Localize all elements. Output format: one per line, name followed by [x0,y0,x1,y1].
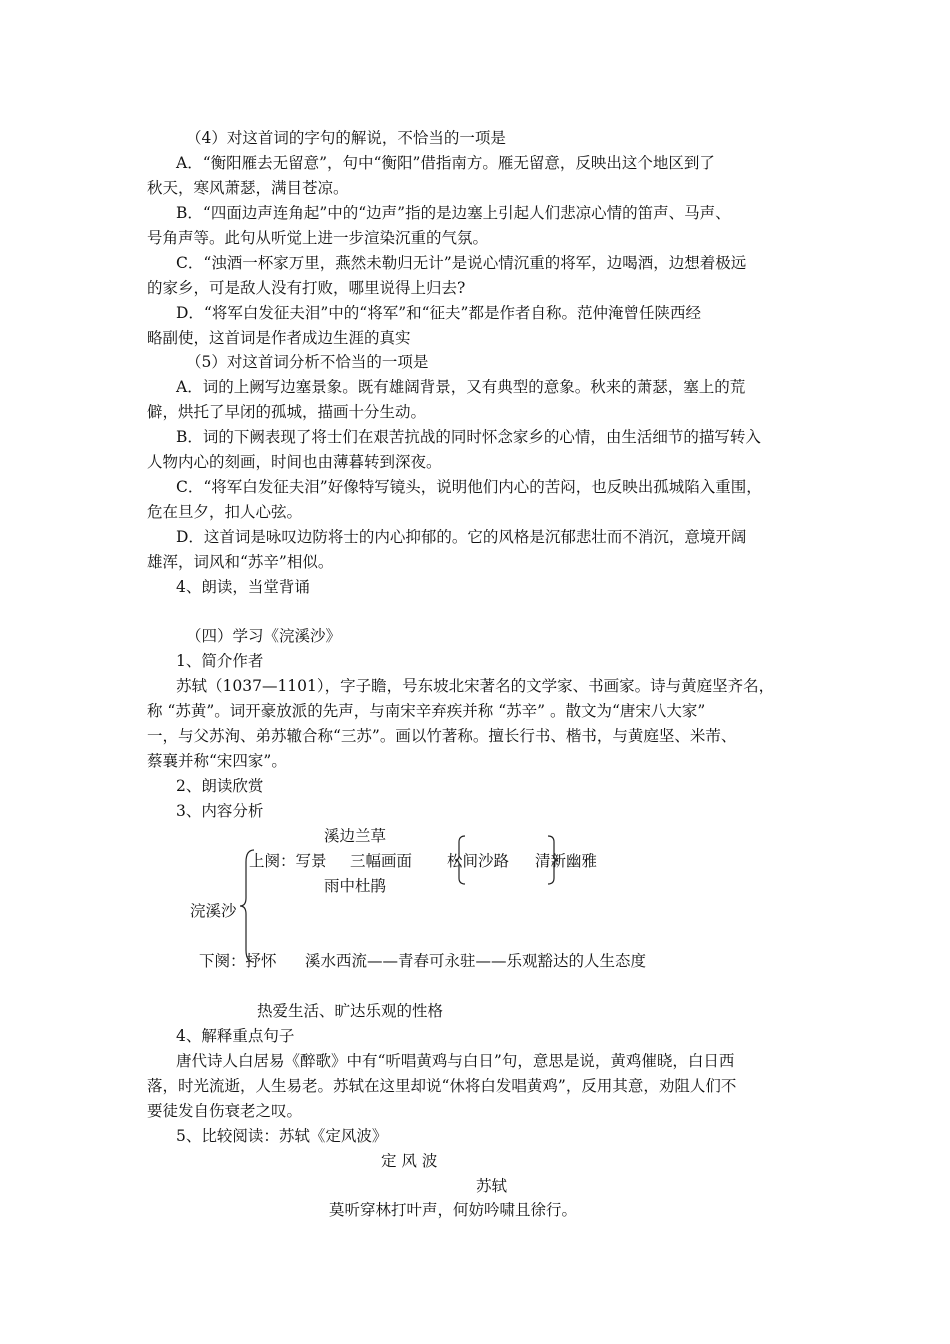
diagram-root: 浣溪沙 [190,902,237,920]
q5-option-b-line2: 人物内心的刻画，时间也由薄暮转到深夜。 [147,453,442,471]
diagram-conclusion: 热爱生活、旷达乐观的性格 [257,1002,444,1020]
author-intro-line2: 称 “苏黄”。词开豪放派的先声，与南宋辛弃疾并称 “苏辛” 。散文为“唐宋八大家” [147,702,706,720]
q4-option-d-line1: D．“将军白发征夫泪”中的“将军”和“征夫”都是作者自称。范仲淹曾任陕西经 [176,304,701,322]
root-brace [238,848,258,964]
read-aloud-heading: 4、朗读，当堂背诵 [176,578,310,596]
diagram-lower-chain: 溪水西流——青春可永驻——乐观豁达的人生态度 [305,952,647,970]
key-sentences-line2: 落，时光流逝，人生易老。苏轼在这里却说“休将白发唱黄鸡”，反用其意，劝阻人们不 [147,1077,737,1095]
q4-option-b-line2: 号角声等。此句从听觉上进一步渲染沉重的气氛。 [147,229,489,247]
q5-option-d-line2: 雄浑，词风和“苏辛”相似。 [147,553,334,571]
q4-title: （4）对这首词的字句的解说，不恰当的一项是 [186,129,506,147]
diagram-style: 清新幽雅 [535,852,598,870]
diagram-scene-cuckoo: 雨中杜鹃 [324,877,387,895]
q5-option-d-line1: D．这首词是咏叹边防将士的内心抑郁的。它的风格是沉郁悲壮而不消沉，意境开阔 [176,528,747,546]
section-4-title: （四）学习《浣溪沙》 [186,627,342,645]
q4-option-d-line2: 略副使，这首词是作者成边生涯的真实 [147,329,411,347]
q5-title: （5）对这首词分析不恰当的一项是 [186,353,429,371]
content-analysis-heading: 3、内容分析 [176,802,264,820]
diagram-upper-label: 上阕：写景 [249,852,327,870]
read-appreciate-heading: 2、朗读欣赏 [176,777,264,795]
poem-author: 苏轼 [476,1177,508,1195]
author-intro-line3: 一，与父苏洵、弟苏辙合称“三苏”。画以竹著称。擅长行书、楷书，与黄庭坚、米芾、 [147,727,737,745]
diagram-scene-sand-path: 松间沙路 [447,852,510,870]
scenes-left-brace [453,834,467,886]
scenes-right-brace [546,834,560,886]
diagram-lower-label: 下阕：抒怀 [199,952,277,970]
key-sentences-heading: 4、解释重点句子 [176,1027,295,1045]
q4-option-c-line2: 的家乡，可是敌人没有打败，哪里说得上归去? [147,279,466,297]
q4-option-b-line1: B．“四面边声连角起”中的“边声”指的是边塞上引起人们悲凉心情的笛声、马声、 [176,204,731,222]
q5-option-c-line1: C．“将军白发征夫泪”好像特写镜头，说明他们内心的苦闷，也反映出孤城陷入重围， [176,478,762,496]
q5-option-a-line1: A．词的上阙写边塞景象。既有雄阔背景，又有典型的意象。秋来的萧瑟，塞上的荒 [176,378,746,396]
author-intro-line4: 蔡襄并称“宋四家”。 [147,752,287,770]
diagram-scene-orchid: 溪边兰草 [324,827,387,845]
poem-title: 定 风 波 [381,1152,438,1170]
q4-option-a-line1: A．“衡阳雁去无留意”，句中“衡阳”借指南方。雁无留意，反映出这个地区到了 [176,154,715,172]
author-intro-heading: 1、简介作者 [176,652,264,670]
q5-option-a-line2: 僻，烘托了早闭的孤城，描画十分生动。 [147,403,427,421]
author-intro-line1: 苏轼（1037—1101），字子瞻，号东坡北宋著名的文学家、书画家。诗与黄庭坚齐名， [176,677,775,695]
q5-option-b-line1: B．词的下阙表现了将士们在艰苦抗战的同时怀念家乡的心情，由生活细节的描写转入 [176,428,761,446]
key-sentences-line1: 唐代诗人白居易《醉歌》中有“听唱黄鸡与白日”句，意思是说，黄鸡催晓，白日西 [176,1052,735,1070]
q4-option-c-line1: C．“浊酒一杯家万里，燕然未勒归无计”是说心情沉重的将军，边喝酒，边想着极远 [176,254,747,272]
key-sentences-line3: 要徒发自伤衰老之叹。 [147,1102,303,1120]
poem-first-line: 莫听穿林打叶声，何妨吟啸且徐行。 [329,1201,578,1219]
q4-option-a-line2: 秋天，寒风萧瑟，满目苍凉。 [147,179,349,197]
diagram-three-scenes: 三幅画面 [350,852,413,870]
compare-reading-heading: 5、比较阅读：苏轼《定风波》 [176,1127,388,1145]
q5-option-c-line2: 危在旦夕，扣人心弦。 [147,503,303,521]
